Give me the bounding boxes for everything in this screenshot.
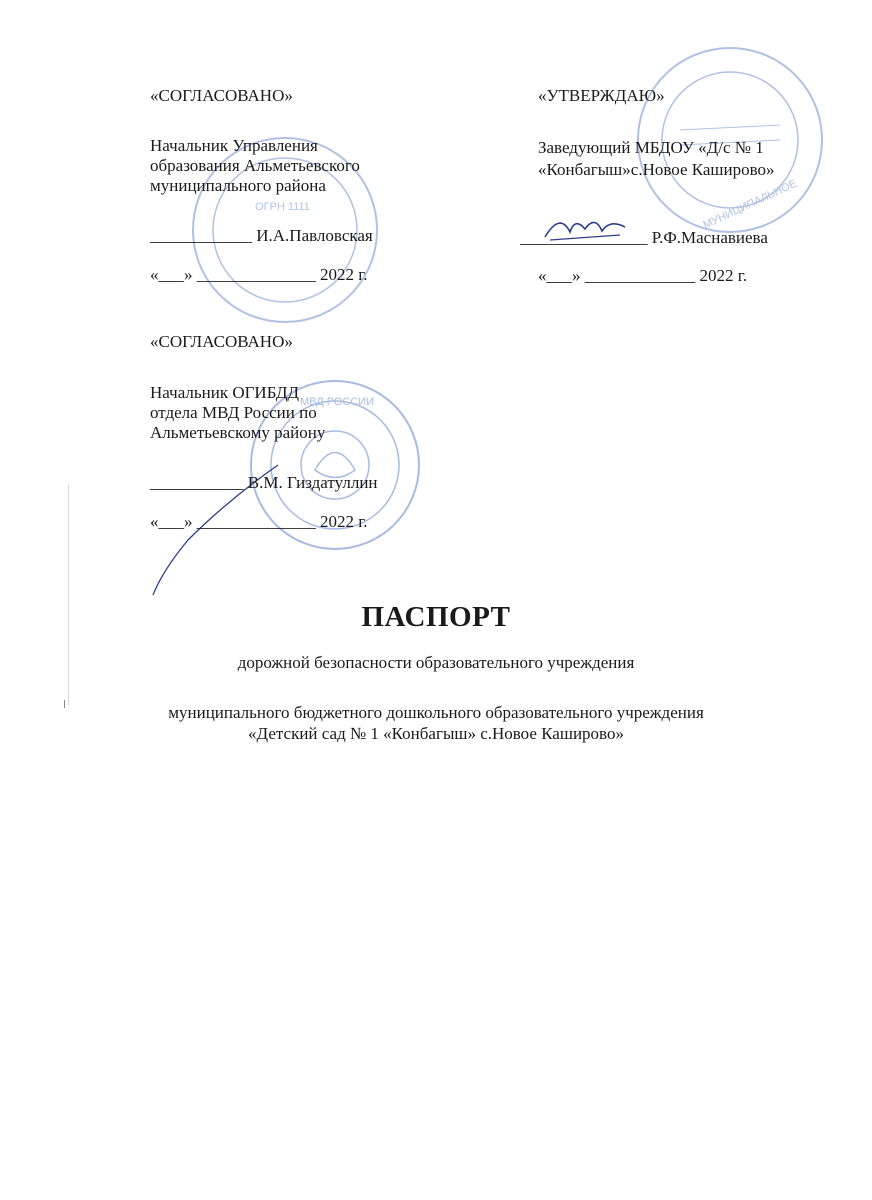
position-line: отдела МВД России по (150, 403, 317, 422)
signature-line: _______________ Р.Ф.Маснавиева (520, 228, 768, 247)
position-line: «Конбагыш»с.Новое Каширово» (538, 160, 775, 179)
organization-line: муниципального бюджетного дошкольного образовательного учреждения (168, 703, 704, 722)
date-line: «___» ______________ 2022 г. (150, 265, 368, 284)
position-line: Заведующий МБДОУ «Д/с № 1 (538, 138, 764, 157)
approval-heading-right: «УТВЕРЖДАЮ» (538, 86, 665, 105)
stamp-text: МВД РОССИИ (300, 396, 375, 408)
signature-line: ____________ И.А.Павловская (150, 226, 373, 245)
stamp-text: МУНИЦИПАЛЬНОЕ (701, 177, 799, 232)
approval-heading-left-2: «СОГЛАСОВАНО» (150, 332, 293, 351)
stamp-text: ОГРН 1111 (255, 201, 310, 213)
position-line: образования Альметьевского (150, 156, 360, 175)
position-line: Альметьевскому району (150, 423, 326, 442)
signature-line: ___________ В.М. Гиздатуллин (150, 473, 378, 492)
approval-heading-left-1: «СОГЛАСОВАНО» (150, 86, 293, 105)
date-line: «___» _____________ 2022 г. (538, 266, 748, 285)
document-subtitle: дорожной безопасности образовательного учреждения (237, 653, 635, 672)
position-line: Начальник Управления (150, 136, 318, 155)
position-line: муниципального района (150, 176, 326, 195)
date-line: «___» ______________ 2022 г. (150, 512, 368, 531)
organization-line: «Детский сад № 1 «Конбагыш» с.Новое Каширово» (248, 724, 624, 743)
document-title: ПАСПОРТ (361, 601, 511, 633)
position-line: Начальник ОГИБДД (150, 383, 300, 402)
